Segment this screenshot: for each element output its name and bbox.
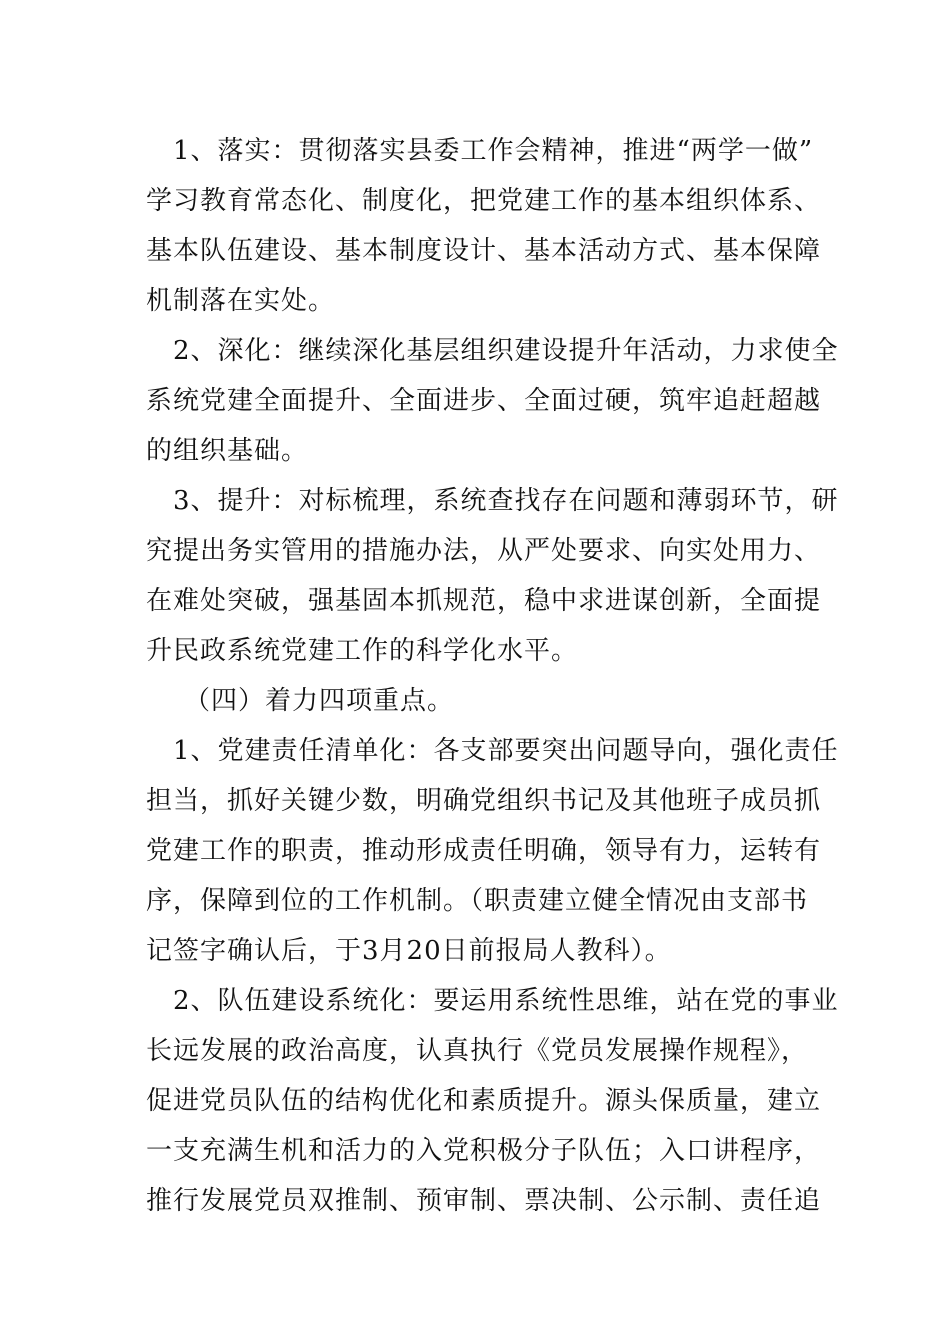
text-line-15: 党建工作的职责，推动形成责任明确，领导有力，运转有 <box>146 836 822 866</box>
text-line-19: 长远发展的政治高度，认真执行《党员发展操作规程》， <box>146 1036 809 1066</box>
text-line-3: 基本队伍建设、基本制度设计、基本活动方式、基本保障 <box>146 236 822 266</box>
text-line-6: 系统党建全面提升、全面进步、全面过硬，筑牢追赶超越 <box>146 386 822 416</box>
text-line-17: 记签字确认后，于3月20日前报局人教科）。 <box>146 936 672 966</box>
text-line-4: 机制落在实处。 <box>146 286 336 316</box>
text-line-9: 究提出务实管用的措施办法，从严处要求、向实处用力、 <box>146 536 822 566</box>
text-line-16: 序，保障到位的工作机制。（职责建立健全情况由支部书 <box>146 886 809 916</box>
text-line-7: 的组织基础。 <box>146 436 309 466</box>
text-line-11: 升民政系统党建工作的科学化水平。 <box>146 636 579 666</box>
text-line-2: 学习教育常态化、制度化，把党建工作的基本组织体系、 <box>146 186 822 216</box>
text-line-8: 3、提升：对标梳理，系统查找存在问题和薄弱环节，研 <box>146 486 839 516</box>
text-line-5: 2、深化：继续深化基层组织建设提升年活动，力求使全 <box>146 336 839 366</box>
text-line-21: 一支充满生机和活力的入党积极分子队伍；入口讲程序， <box>146 1136 822 1166</box>
text-line-20: 促进党员队伍的结构优化和素质提升。源头保质量，建立 <box>146 1086 822 1116</box>
text-line-13: 1、党建责任清单化：各支部要突出问题导向，强化责任 <box>146 736 839 766</box>
text-line-14: 担当，抓好关键少数，明确党组织书记及其他班子成员抓 <box>146 786 822 816</box>
section-heading: （四）着力四项重点。 <box>184 686 455 716</box>
text-line-10: 在难处突破，强基固本抓规范，稳中求进谋创新，全面提 <box>146 586 822 616</box>
text-line-22: 推行发展党员双推制、预审制、票决制、公示制、责任追 <box>146 1186 822 1216</box>
text-line-1: 1、落实：贯彻落实县委工作会精神，推进“两学一做” <box>146 136 814 166</box>
text-line-18: 2、队伍建设系统化：要运用系统性思维，站在党的事业 <box>146 986 839 1016</box>
